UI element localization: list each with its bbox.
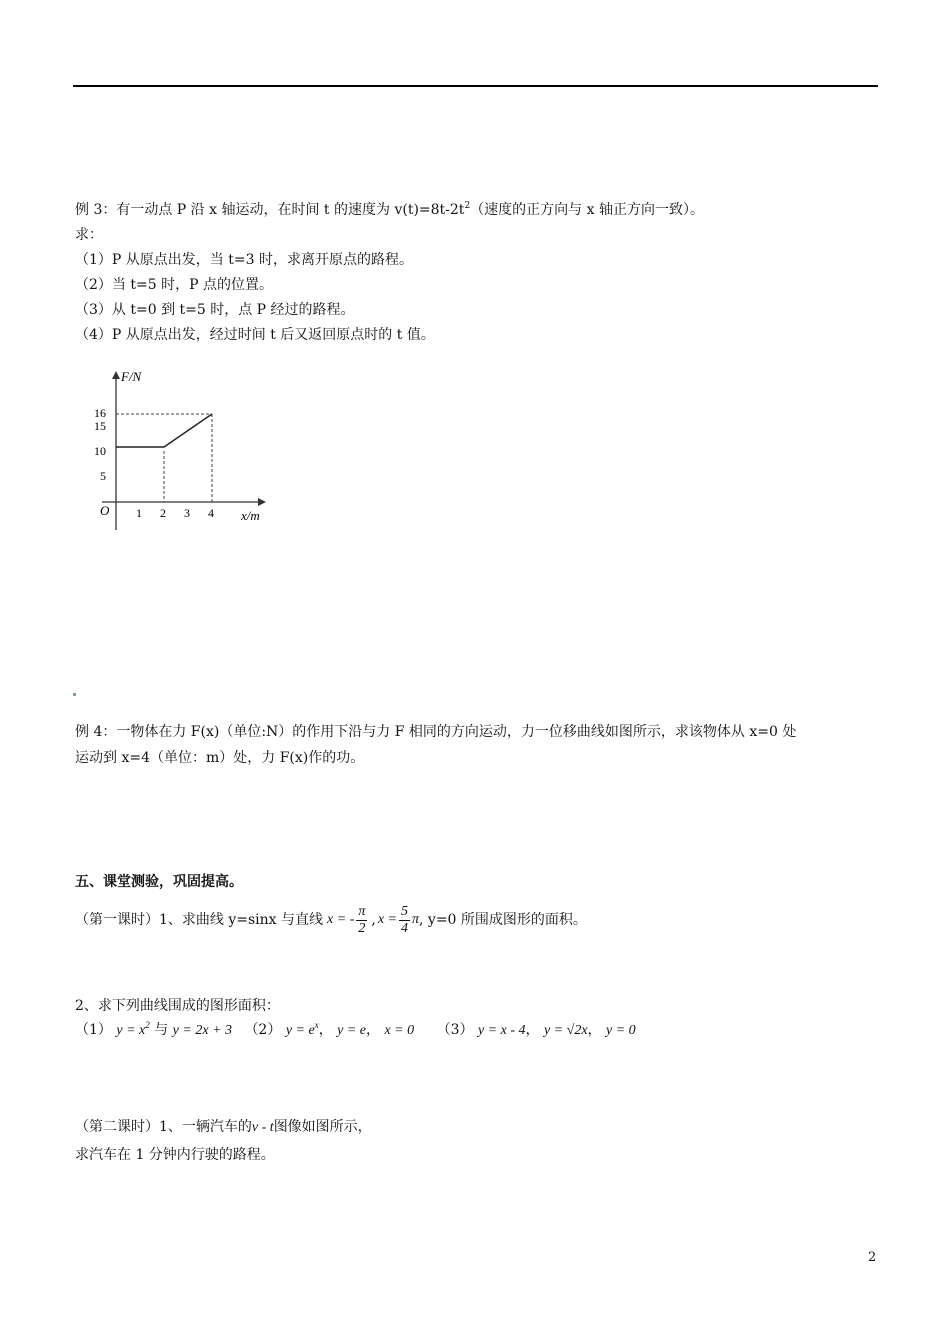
example3-q2: （2）当 t=5 时，P 点的位置。 (75, 277, 273, 293)
page-number: 2 (868, 1250, 877, 1265)
origin-label: O (100, 503, 110, 518)
y-tick-10: 10 (94, 444, 106, 458)
example3-line2: 求： (75, 227, 103, 243)
stray-dot (73, 693, 76, 696)
force-displacement-graph (90, 365, 280, 545)
header-rule (73, 85, 878, 87)
p3-text: （第二课时）1、一辆汽车的 (75, 1119, 252, 1135)
example4-line2: 运动到 x=4（单位：m）处，力 F(x)作的功。 (75, 750, 365, 766)
fraction-5-over-4 (399, 904, 410, 937)
eq-y-sqrt2x: y = √2x (543, 1023, 588, 1038)
eq-y-2x-3: y = 2x + 3 (172, 1023, 232, 1038)
p1-text: （第一课时）1、求曲线 y=sinx 与直线 (75, 912, 324, 928)
section5-p3 (75, 1117, 372, 1138)
y-tick-15: 15 (94, 419, 106, 433)
x-tick-3: 3 (184, 506, 190, 520)
section5-title: 五、课堂测验，巩固提高。 (75, 874, 243, 890)
item2-label: （2） (244, 1022, 282, 1038)
x-tick-4: 4 (208, 506, 214, 520)
fraction-pi-over-2 (356, 904, 367, 937)
frac-num: π (358, 903, 366, 919)
item1-label: （1） (75, 1022, 112, 1038)
x-tick-2: 2 (160, 506, 166, 520)
example3-line1 (75, 200, 704, 220)
eq-y-e: y = e (337, 1023, 367, 1038)
section5-p2: 2、求下列曲线围成的图形面积： (75, 998, 280, 1014)
x-axis-label: x/m (241, 508, 260, 523)
item3-label: （3） (436, 1022, 474, 1038)
frac-num: 5 (401, 903, 408, 919)
pi-symbol: π (412, 912, 420, 927)
example3-q1: （1）P 从原点出发，当 t=3 时，求离开原点的路程。 (75, 252, 413, 268)
y-axis-arrow (112, 371, 120, 379)
section5-p2-items: （1） $y = x^2$ 与 y = 2x + 3 （2） $y = e^x$， y = e， x = 0 （3） y = x - 4， y = √2x， y = 0 (75, 1020, 636, 1038)
p1-x-eq: x = - (327, 912, 355, 927)
p1-text-end: , y=0 所围成图形的面积。 (419, 912, 587, 928)
example3-text: 例 3：有一动点 P 沿 x 轴运动，在时间 t 的速度为 v(t)=8t-2t (75, 202, 465, 218)
p3-text-end: 图像如图所示， (273, 1119, 372, 1135)
x-tick-1: 1 (136, 506, 142, 520)
frac-den: 4 (401, 920, 408, 936)
superscript: 2 (145, 1020, 150, 1030)
eq-y-x-4: y = x - 4 (477, 1023, 526, 1038)
y-axis-label: F/N (121, 369, 142, 384)
example3-q3: （3）从 t=0 到 t=5 时，点 P 经过的路程。 (75, 302, 355, 318)
frac-den: 2 (358, 920, 366, 936)
and-text: 与 (154, 1022, 169, 1038)
superscript: 2 (464, 201, 471, 211)
force-curve (116, 414, 212, 447)
eq-x-0: x = 0 (384, 1023, 415, 1038)
example3-text-end: （速度的正方向与 x 轴正方向一致）。 (470, 202, 704, 218)
eq-y-ex: y = e (285, 1023, 315, 1038)
section5-p4: 求汽车在 1 分钟内行驶的路程。 (75, 1147, 275, 1163)
example3-q4: （4）P 从原点出发，经过时间 t 后又返回原点时的 t 值。 (75, 327, 435, 343)
y-tick-16: 16 (94, 406, 106, 420)
p1-x-eq-2: x = (377, 912, 397, 927)
superscript: x (314, 1020, 319, 1030)
section5-p1: （第一课时）1、求曲线 y=sinx 与直线 x = - $\frac{\pi}{2}$ , x = $\frac{5}{4}$ π , y=0 所围成图形的面积。 (75, 903, 587, 936)
eq-y-0: y = 0 (605, 1023, 636, 1038)
eq-y-x2: y = x (116, 1023, 146, 1038)
x-axis-arrow (258, 498, 266, 506)
y-tick-5: 5 (100, 469, 106, 483)
example4-line1: 例 4：一物体在力 F(x)（单位:N）的作用下沿与力 F 相同的方向运动，力一位移曲线如图所示，求该物体从 x=0 处 (75, 724, 797, 740)
v-t-symbol: v - t (251, 1120, 274, 1135)
